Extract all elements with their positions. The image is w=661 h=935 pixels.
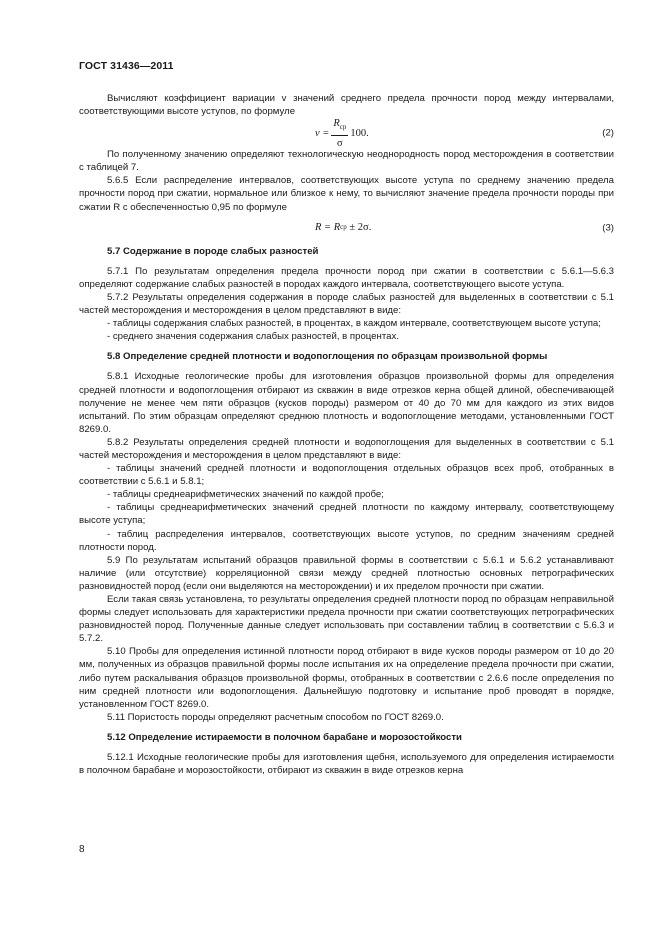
paragraph-5-9-continued: Если такая связь установлена, то результаты определения средней плотности пород по образцам неправильной формы следует использовать для характеристики предела прочности при сжатии соответствующих петрографических разновидностей пород. Полученные данные следует использовать при составлении таблиц в соответствии с 5.6.3 и 5.7.2. (79, 594, 614, 645)
list-item-5-8-2-c: - таблицы среднеарифметических значений средней плотности по каждому интервалу, соответствующему высоте уступа; (79, 502, 614, 527)
list-item-5-7-2-a: - таблицы содержания слабых разностей, в процентах, в каждом интервале, соответствующем высоте уступа; (107, 318, 601, 330)
list-item-5-8-2-d: - таблиц распределения интервалов, соответствующих высоте уступов, по средним значениям средней плотности пород. (79, 528, 614, 553)
formula-2-number: (2) (602, 127, 614, 139)
formula-2-denominator: σ (337, 137, 343, 149)
list-item-5-8-2-a: - таблицы значений средней плотности и водопоглощения отдельных образцов всех проб, отобранных в соответствии с 5.6.1 и 5.8.1; (79, 463, 614, 488)
paragraph-5-7-1: 5.7.1 По результатам определения предела прочности пород при сжатии в соответствии с 5.6.1—5.6.3 определяют содержание слабых разностей в породах каждого интервала, соответствующего высоте уступа. (79, 265, 614, 290)
formula-2-rhs: 100. (350, 127, 369, 139)
formula-2 (79, 118, 614, 148)
list-item-5-7-2-b: - среднего значения содержания слабых разностей, в процентах. (107, 331, 399, 343)
section-heading-5-12: 5.12 Определение истираемости в полочном барабане и морозостойкости (107, 731, 462, 743)
formula-3-number: (3) (602, 222, 614, 234)
paragraph-heterogeneity: По полученному значению определяют технологическую неоднородность пород месторождения в соответствии с таблицей 7. (79, 149, 614, 174)
formula-2-numerator: R (333, 117, 340, 129)
section-heading-5-8: 5.8 Определение средней плотности и водопоглощения по образцам произвольной формы (107, 351, 548, 363)
paragraph-variation-coefficient: Вычисляют коэффициент вариации v значений среднего предела прочности пород между интервалами, соответствующими высоте уступов, по формуле (79, 93, 614, 118)
formula-3-lhs: R = (315, 222, 332, 234)
paragraph-5-6-5: 5.6.5 Если распределение интервалов, соответствующих высоте уступа по среднему значению предела прочности пород при сжатии, нормальное или близкое к нему, то вычисляют значение предела прочности породы при сжатии R с обеспеченностью 0,95 по формуле (79, 175, 614, 213)
paragraph-5-9: 5.9 По результатам испытаний образцов правильной формы в соответствии с 5.6.1 и 5.6.2 устанавливают наличие (или отсутствие) корреляционной связи между средней плотностью основных петрографических разновидностей пород (если они выделяются на месторождении) и их пределом прочности при сжатии. (79, 554, 614, 592)
paragraph-5-11: 5.11 Пористость породы определяют расчетным способом по ГОСТ 8269.0. (107, 711, 444, 723)
paragraph-5-8-2: 5.8.2 Результаты определения средней плотности и водопоглощения для выделенных в соответствии с 5.1 частей месторождения и месторождения в целом представляют в виде: (79, 436, 614, 461)
formula-2-numerator-sub: ср (339, 122, 347, 131)
formula-3 (79, 218, 614, 238)
page-number: 8 (79, 844, 85, 855)
paragraph-5-7-2: 5.7.2 Результаты определения содержания в породе слабых разностей для выделенных в соответствии с 5.1 частей месторождения и месторождения в целом представляют в виде: (79, 291, 614, 317)
formula-3-var: R (333, 222, 341, 234)
paragraph-5-12-1: 5.12.1 Исходные геологические пробы для изготовления щебня, используемого для определения истираемости в полочном барабане и морозостойкости, отбирают из скважин в виде отрезков керна (79, 752, 614, 777)
list-item-5-8-2-b: - таблицы среднеарифметических значений по каждой пробе; (107, 489, 384, 501)
formula-3-rhs: ± 2σ. (349, 222, 372, 234)
section-heading-5-7: 5.7 Содержание в породе слабых разностей (107, 245, 319, 257)
document-body (79, 92, 614, 777)
document-header: ГОСТ 31436—2011 (79, 60, 174, 72)
paragraph-5-8-1: 5.8.1 Исходные геологические пробы для изготовления образцов произвольной формы для определения средней плотности и водопоглощения отбирают из скважин в виде отрезков керна общей длиной, обеспечивающей получение не менее чем пяти образцов (кусков породы) размером от 40 до 70 мм для каждого из этих видов испытаний. По этим образцам определяют среднюю плотность и водопоглощение методами, установленными ГОСТ 8269.0. (79, 371, 614, 435)
formula-2-fraction (331, 117, 348, 150)
formula-2-lhs: v = (315, 127, 330, 139)
paragraph-5-10: 5.10 Пробы для определения истинной плотности пород отбирают в виде кусков породы размером от 10 до 20 мм, полученных из образцов правильной формы после испытания их на определение предела прочности при сжатии, либо путем раскалывания образцов произвольной формы, отобранных в соответствии с 2.6.6 после определения по ним средней плотности или водопоглощения. Дальнейшую подготовку и испытание проб проводят в порядке, установленном ГОСТ 8269.0. (79, 646, 614, 710)
formula-3-sub: ср (340, 223, 347, 232)
